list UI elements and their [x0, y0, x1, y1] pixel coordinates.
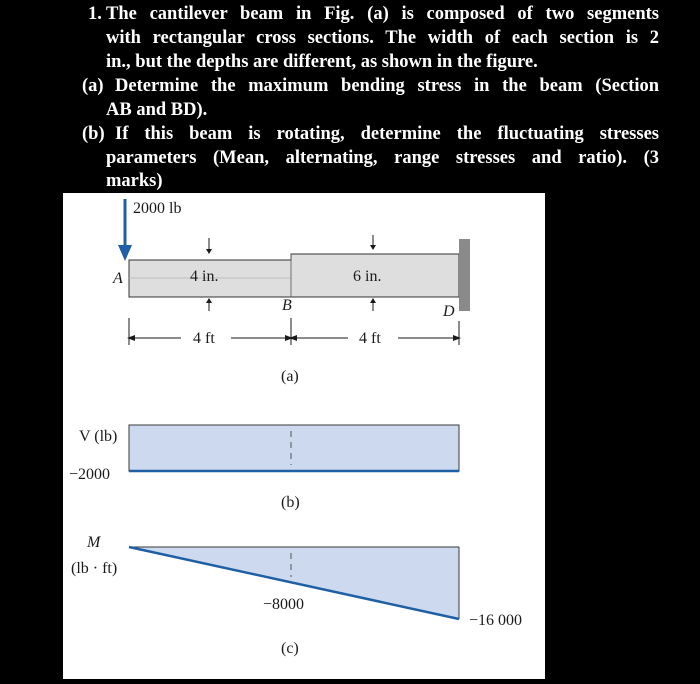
part-b-line-2: parameters (Mean, alternating, range stresses and ratio). (3	[106, 148, 659, 168]
fixed-wall	[459, 239, 470, 311]
caption-b: (b)	[281, 494, 300, 511]
depth-AB-top-arrow	[206, 249, 212, 254]
depth-BD-label: 6 in.	[353, 268, 382, 285]
problem-line-2: with rectangular cross sections. The width of each section is 2	[106, 28, 659, 48]
point-D-label: D	[443, 303, 455, 320]
shear-value-label: −2000	[69, 466, 111, 483]
problem-number: 1.	[88, 4, 102, 24]
dim-BD-label: 4 ft	[359, 330, 381, 347]
shear-diagram-area	[129, 425, 459, 471]
load-arrow-head	[118, 245, 132, 261]
caption-a: (a)	[281, 368, 299, 385]
depth-AB-label: 4 in.	[190, 268, 219, 285]
moment-axis-label-M: M	[87, 534, 101, 551]
shear-axis-label: V (lb)	[79, 428, 118, 445]
beam-body	[129, 254, 459, 297]
part-b-line-3: marks)	[106, 171, 163, 191]
part-b-line-1: If this beam is rotating, determine the fluctuating stresses	[115, 124, 659, 144]
part-a-line-2: AB and BD).	[106, 100, 208, 120]
part-a-line-1: Determine the maximum bending stress in the beam (Section	[115, 76, 659, 96]
part-b-label: (b)	[82, 124, 105, 144]
moment-end-label: −16 000	[469, 612, 523, 629]
caption-c: (c)	[281, 640, 299, 657]
depth-BD-top-arrow	[370, 245, 376, 250]
problem-line-3: in., but the depths are different, as shown in the figure.	[106, 52, 538, 72]
beam-figure	[63, 193, 545, 679]
load-label: 2000 lb	[133, 200, 182, 217]
problem-statement	[0, 0, 700, 200]
moment-mid-label: −8000	[263, 596, 305, 613]
part-a-label: (a)	[82, 76, 104, 96]
figure-panel	[63, 193, 545, 679]
point-B-label: B	[282, 297, 292, 314]
point-A-label: A	[113, 270, 123, 287]
problem-line-1: The cantilever beam in Fig. (a) is composed of two segments	[106, 4, 659, 24]
dim-AB-label: 4 ft	[193, 330, 215, 347]
moment-axis-label-units: (lb · ft)	[71, 560, 118, 577]
